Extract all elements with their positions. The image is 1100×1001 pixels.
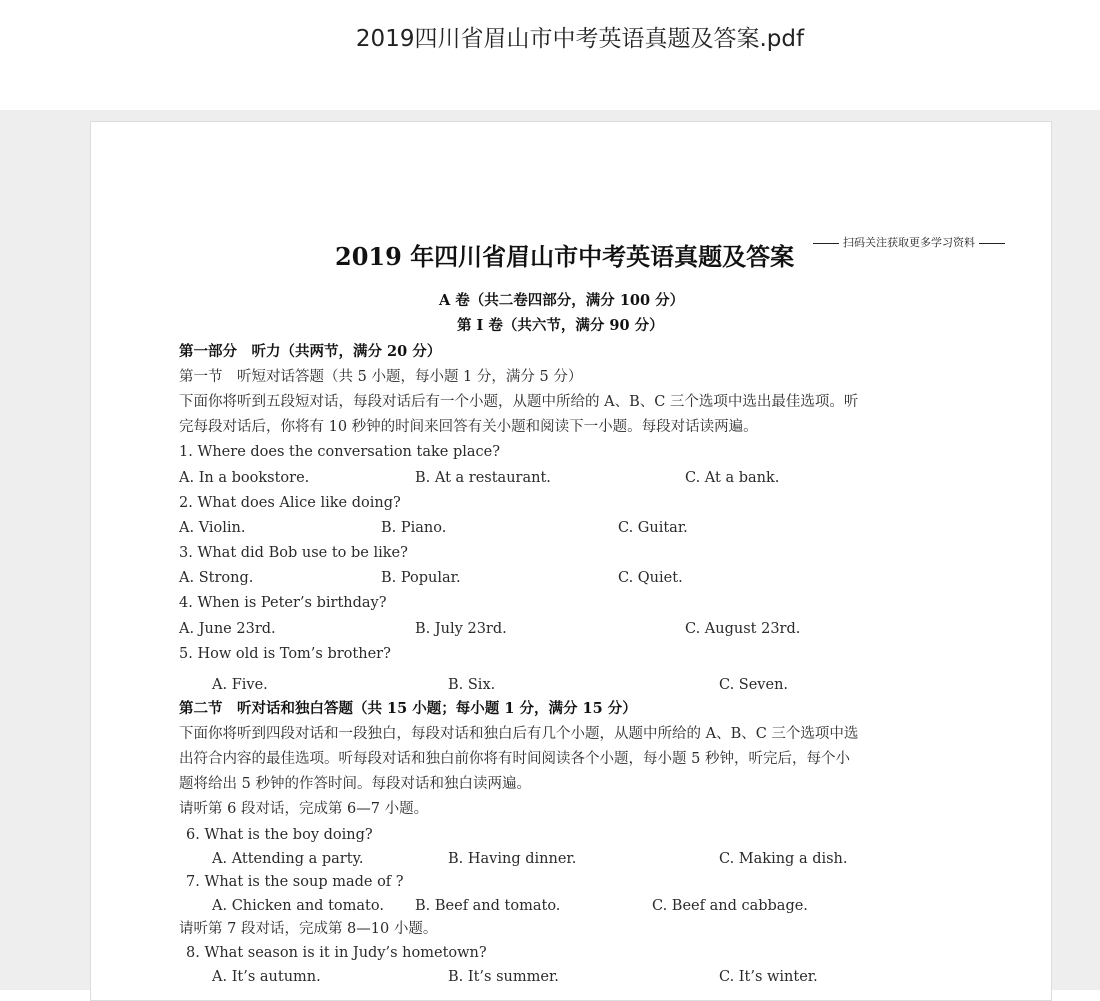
pdf-page	[90, 121, 1052, 1001]
exam-subtitle-volume-1: 第 I 卷（共六节，满分 90 分）	[457, 317, 664, 334]
question-7: 7. What is the soup made of ?	[186, 874, 404, 890]
question-6-option-a: A. Attending a party.	[212, 851, 364, 867]
listen-dialogue-6-note: 请听第 6 段对话，完成第 6—7 小题。	[179, 801, 429, 817]
scan-note-left-rule	[813, 243, 839, 244]
section1-heading: 第一节 听短对话答题（共 5 小题，每小题 1 分，满分 5 分）	[179, 369, 583, 385]
question-2-option-b: B. Piano.	[381, 520, 447, 536]
question-5-option-a: A. Five.	[212, 677, 268, 693]
question-4-option-c: C. August 23rd.	[685, 621, 801, 637]
section2-instructions-line1: 下面你将听到四段对话和一段独白，每段对话和独白后有几个小题，从题中所给的 A、B、C 三个选项中选	[179, 726, 859, 742]
section1-instructions-line1: 下面你将听到五段短对话，每段对话后有一个小题，从题中所给的 A、B、C 三个选项中选出最佳选项。听	[179, 394, 859, 410]
question-8-option-c: C. It’s winter.	[719, 969, 818, 985]
question-2-option-a: A. Violin.	[179, 520, 246, 536]
question-4-option-b: B. July 23rd.	[415, 621, 507, 637]
section2-instructions-line3: 题将给出 5 秒钟的作答时间。每段对话和独白读两遍。	[179, 776, 531, 792]
question-3-option-b: B. Popular.	[381, 570, 461, 586]
question-2: 2. What does Alice like doing?	[179, 495, 401, 511]
question-1-option-b: B. At a restaurant.	[415, 470, 551, 486]
question-3-option-a: A. Strong.	[179, 570, 254, 586]
question-5: 5. How old is Tom’s brother?	[179, 646, 391, 662]
question-1-option-a: A. In a bookstore.	[179, 470, 310, 486]
question-7-option-b: B. Beef and tomato.	[415, 898, 561, 914]
question-6: 6. What is the boy doing?	[186, 827, 373, 843]
question-8-option-b: B. It’s summer.	[448, 969, 559, 985]
question-8-option-a: A. It’s autumn.	[212, 969, 321, 985]
question-4: 4. When is Peter’s birthday?	[179, 595, 387, 611]
question-5-option-c: C. Seven.	[719, 677, 789, 693]
scan-note	[809, 234, 1009, 250]
question-8: 8. What season is it in Judy’s hometown?	[186, 945, 487, 961]
question-7-option-a: A. Chicken and tomato.	[212, 898, 384, 914]
question-1-option-c: C. At a bank.	[685, 470, 780, 486]
section1-instructions-line2: 完每段对话后，你将有 10 秒钟的时间来回答有关小题和阅读下一小题。每段对话读两遍。	[179, 419, 758, 435]
question-1: 1. Where does the conversation take place?	[179, 444, 500, 460]
section2-heading: 第二节 听对话和独白答题（共 15 小题；每小题 1 分，满分 15 分）	[179, 700, 637, 717]
question-3: 3. What did Bob use to be like?	[179, 545, 408, 561]
scan-note-right-rule	[979, 243, 1005, 244]
section2-instructions-line2: 出符合内容的最佳选项。听每段对话和独白前你将有时间阅读各个小题，每小题 5 秒钟，听完后，每个小	[179, 751, 850, 767]
question-2-option-c: C. Guitar.	[618, 520, 688, 536]
question-4-option-a: A. June 23rd.	[179, 621, 276, 637]
listen-dialogue-7-note: 请听第 7 段对话，完成第 8—10 小题。	[179, 921, 438, 937]
question-6-option-b: B. Having dinner.	[448, 851, 577, 867]
question-6-option-c: C. Making a dish.	[719, 851, 848, 867]
question-3-option-c: C. Quiet.	[618, 570, 683, 586]
question-5-option-b: B. Six.	[448, 677, 496, 693]
exam-title: 2019 年四川省眉山市中考英语真题及答案	[335, 242, 795, 271]
title-bar	[0, 0, 1100, 110]
scan-note-text: 扫码关注获取更多学习资料	[843, 236, 975, 249]
question-7-option-c: C. Beef and cabbage.	[652, 898, 808, 914]
exam-subtitle-volume-a: A 卷（共二卷四部分，满分 100 分）	[439, 292, 685, 309]
part1-heading: 第一部分 听力（共两节，满分 20 分）	[179, 343, 442, 360]
document-title: 2019四川省眉山市中考英语真题及答案.pdf	[355, 26, 805, 52]
